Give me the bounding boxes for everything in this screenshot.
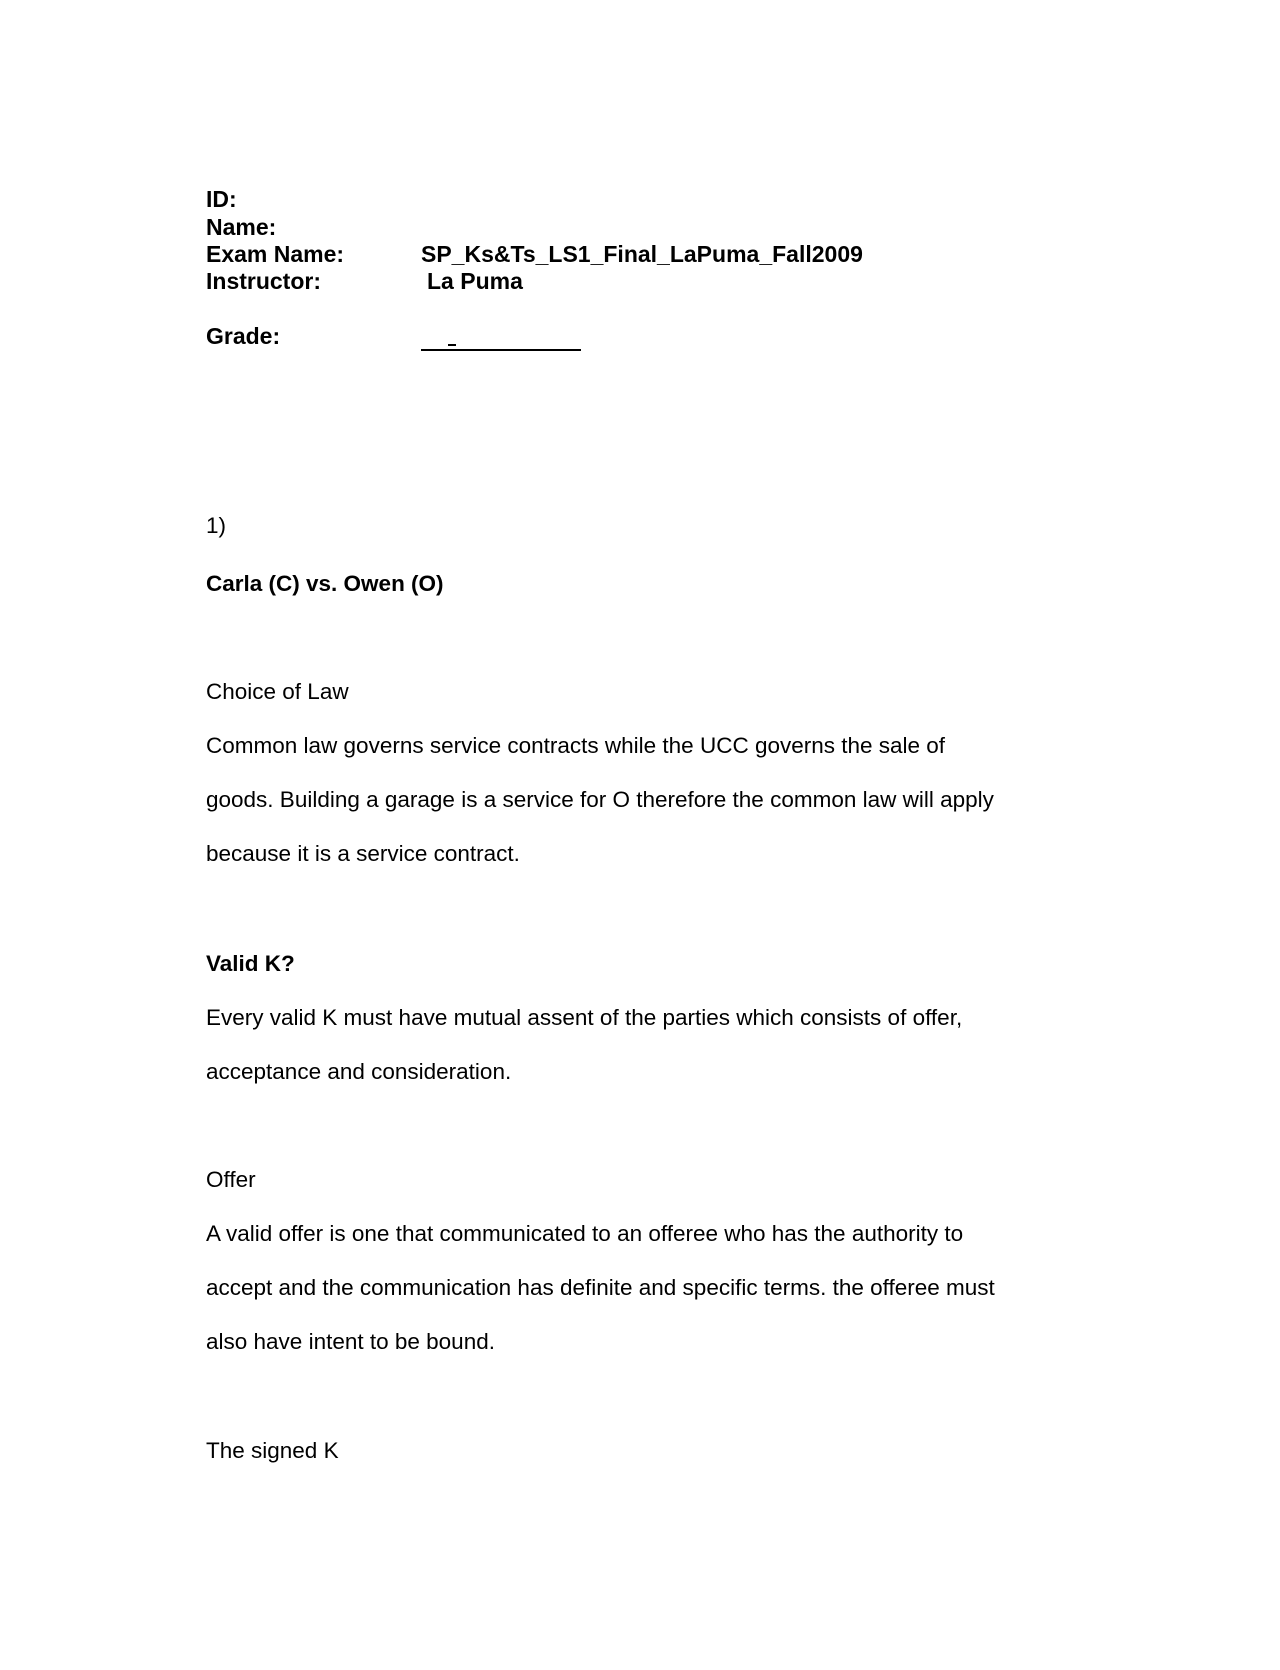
- id-label: ID:: [206, 186, 237, 212]
- paragraph-line: A valid offer is one that communicated to an offeree who has the authority to: [206, 1221, 964, 1246]
- section-heading-signed-k: The signed K: [206, 1438, 339, 1463]
- section-heading-choice-of-law: Choice of Law: [206, 679, 349, 704]
- section-body-offer: [206, 1207, 1086, 1369]
- paragraph-line: acceptance and consideration.: [206, 1059, 512, 1084]
- section-heading-offer: Offer: [206, 1167, 256, 1192]
- exam-name-value: SP_Ks&Ts_LS1_Final_LaPuma_Fall2009: [421, 241, 863, 267]
- instructor-value: La Puma: [427, 268, 523, 294]
- section-heading-valid-k: Valid K?: [206, 951, 295, 976]
- question-title: Carla (C) vs. Owen (O): [206, 571, 444, 596]
- grade-blank-line: [421, 349, 581, 351]
- name-label: Name:: [206, 214, 277, 240]
- paragraph-line: Common law governs service contracts while the UCC governs the sale of: [206, 733, 946, 758]
- paragraph-line: goods. Building a garage is a service for O therefore the common law will apply: [206, 787, 994, 812]
- paragraph-line: also have intent to be bound.: [206, 1329, 495, 1354]
- paragraph-line: because it is a service contract.: [206, 841, 520, 866]
- section-body-choice-of-law: [206, 719, 1086, 881]
- paragraph-line: accept and the communication has definite and specific terms. the offeree must: [206, 1275, 995, 1300]
- paragraph-line: Every valid K must have mutual assent of the parties which consists of offer,: [206, 1005, 963, 1030]
- instructor-label: Instructor:: [206, 268, 321, 294]
- question-number: 1): [206, 513, 227, 538]
- section-body-valid-k: [206, 991, 1086, 1099]
- exam-name-label: Exam Name:: [206, 241, 345, 267]
- grade-label: Grade:: [206, 323, 281, 349]
- grade-blank-dash: [448, 344, 456, 346]
